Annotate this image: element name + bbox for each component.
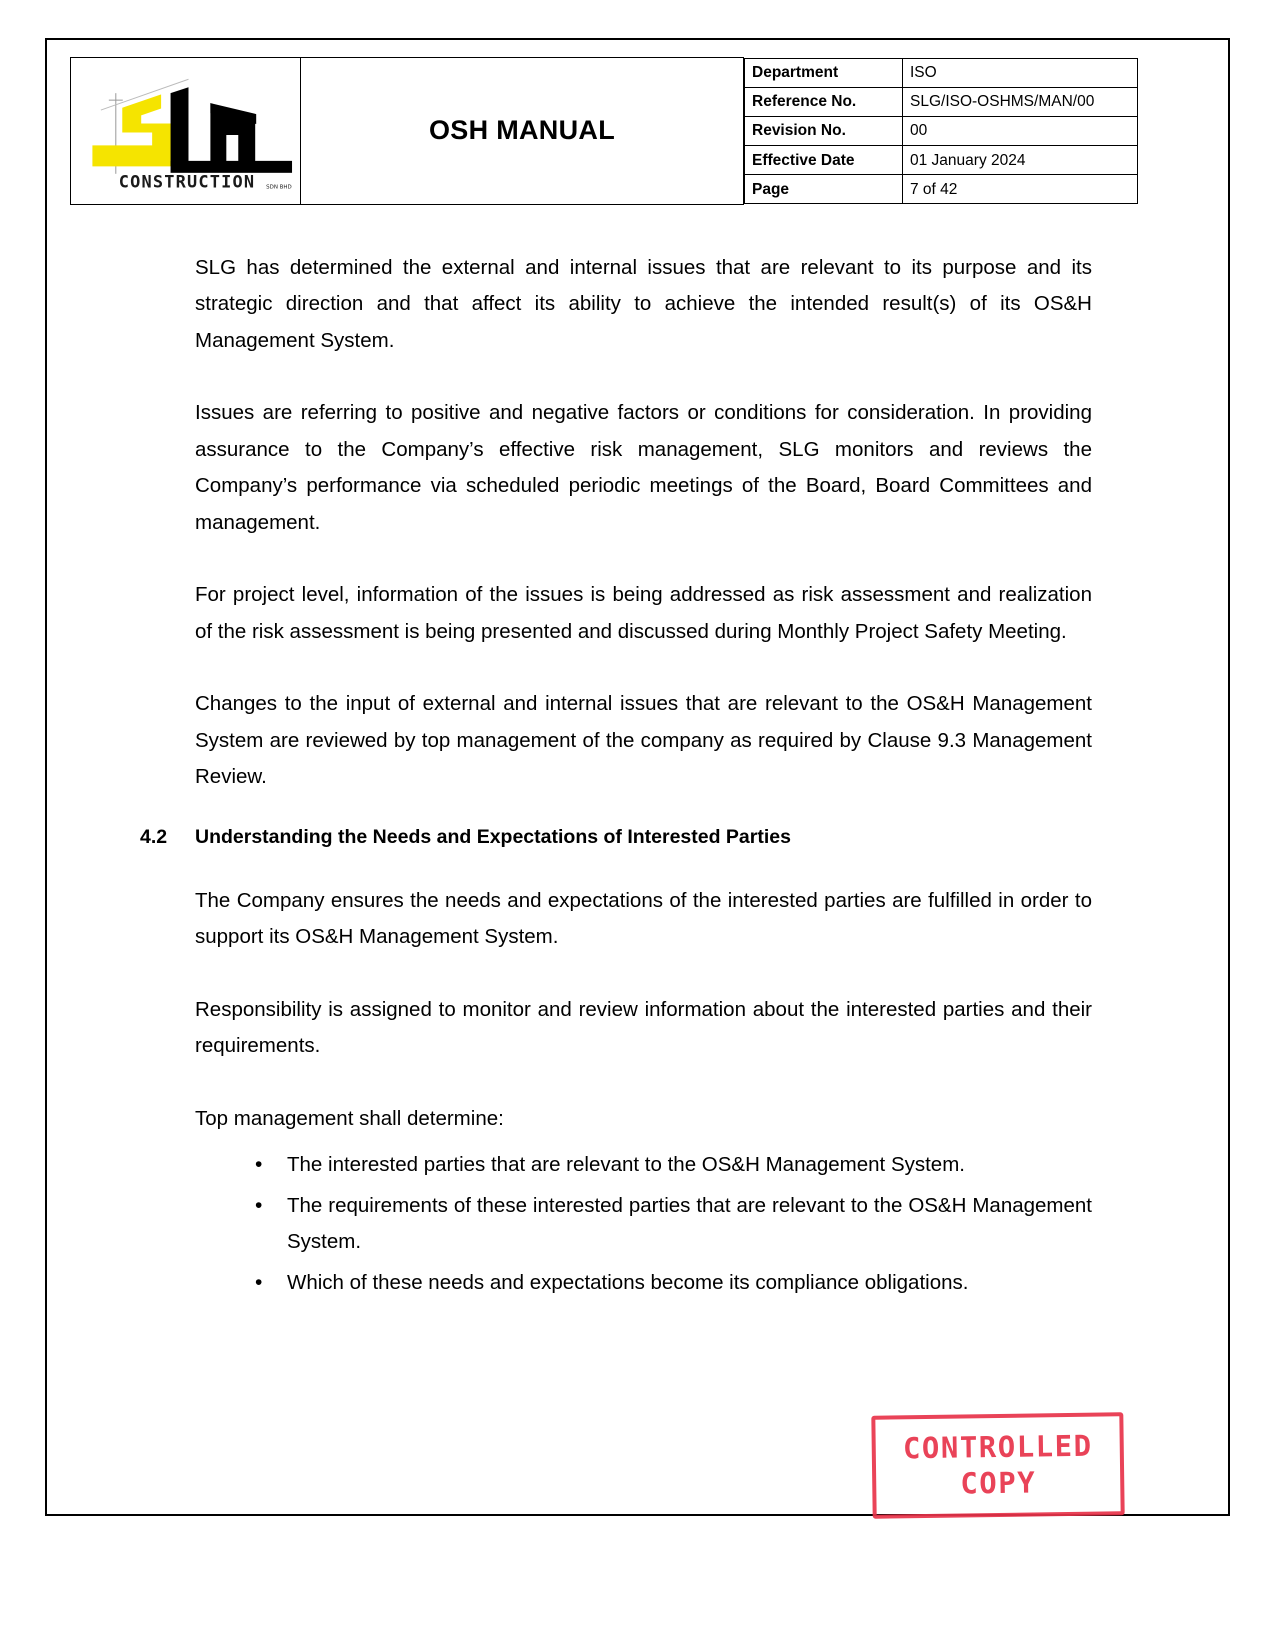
paragraph-issues-definition: Issues are referring to positive and negative factors or conditions for consideration. In providing assurance to the Company’s effective risk management, SLG monitors and reviews the Company’s performance via scheduled periodic meetings of the Board, Board Committees and management. xyxy=(195,401,1092,534)
meta-value-page: 7 of 42 xyxy=(903,175,1138,204)
section-number: 4.2 xyxy=(140,825,168,848)
meta-label-reference-no: Reference No. xyxy=(745,87,903,116)
list-item: • The interested parties that are relevant to the OS&H Management System. xyxy=(255,1147,1092,1183)
list-item: • Which of these needs and expectations become its compliance obligations. xyxy=(255,1265,1092,1301)
meta-label-effective-date: Effective Date xyxy=(745,146,903,175)
paragraph-project-level: For project level, information of the issues is being addressed as risk assessment and realization of the risk assessment is being presented and discussed during Monthly Project Safety Meeting. xyxy=(195,583,1092,643)
stamp-line-copy: COPY xyxy=(960,1464,1037,1501)
logo-cell xyxy=(71,58,301,205)
bullet-list-top-management xyxy=(140,1147,1092,1301)
meta-row-effective-date xyxy=(745,146,1138,175)
meta-row-department xyxy=(745,58,1138,87)
paragraph-responsibility: Responsibility is assigned to monitor and review information about the interested parties and their requirements. xyxy=(195,997,1092,1058)
meta-value-reference-no: SLG/ISO-OSHMS/MAN/00 xyxy=(903,87,1138,116)
section-title: Understanding the Needs and Expectations of Interested Parties xyxy=(195,825,791,848)
meta-value-department: ISO xyxy=(903,58,1138,87)
stamp-line-controlled: CONTROLLED xyxy=(902,1428,1093,1466)
meta-value-revision-no: 00 xyxy=(903,116,1138,145)
paragraph-top-management-lead-in: Top management shall determine: xyxy=(195,1106,504,1130)
list-item: • The requirements of these interested parties that are relevant to the OS&H Management System. xyxy=(255,1188,1092,1261)
meta-label-revision-no: Revision No. xyxy=(745,116,903,145)
document-body xyxy=(140,250,1092,1305)
section-heading-4-2 xyxy=(140,826,1092,849)
document-title: OSH MANUAL xyxy=(301,58,744,205)
meta-value-effective-date: 01 January 2024 xyxy=(903,146,1138,175)
document-header-table xyxy=(70,57,1137,205)
meta-label-department: Department xyxy=(745,58,903,87)
meta-row-revision-no xyxy=(745,116,1138,145)
paragraph-company-ensures: The Company ensures the needs and expectations of the interested parties are fulfilled in order to support its OS&H Management System. xyxy=(195,888,1092,949)
meta-row-reference-no xyxy=(745,87,1138,116)
slg-construction-logo xyxy=(71,62,300,200)
paragraph-changes-to-input: Changes to the input of external and internal issues that are relevant to the OS&H Management System are reviewed by top management of the company as required by Clause 9.3 Management Review. xyxy=(195,692,1092,789)
meta-row-page xyxy=(745,175,1138,204)
svg-text:SDN BHD: SDN BHD xyxy=(266,184,292,191)
svg-text:CONSTRUCTION: CONSTRUCTION xyxy=(118,171,256,192)
document-meta-table xyxy=(744,58,1138,205)
meta-label-page: Page xyxy=(745,175,903,204)
controlled-copy-stamp xyxy=(871,1412,1124,1519)
paragraph-external-internal-issues: SLG has determined the external and internal issues that are relevant to its purpose and its strategic direction and that affect its ability to achieve the intended result(s) of its OS&H Management System. xyxy=(195,256,1092,352)
meta-table-cell xyxy=(744,58,1137,205)
